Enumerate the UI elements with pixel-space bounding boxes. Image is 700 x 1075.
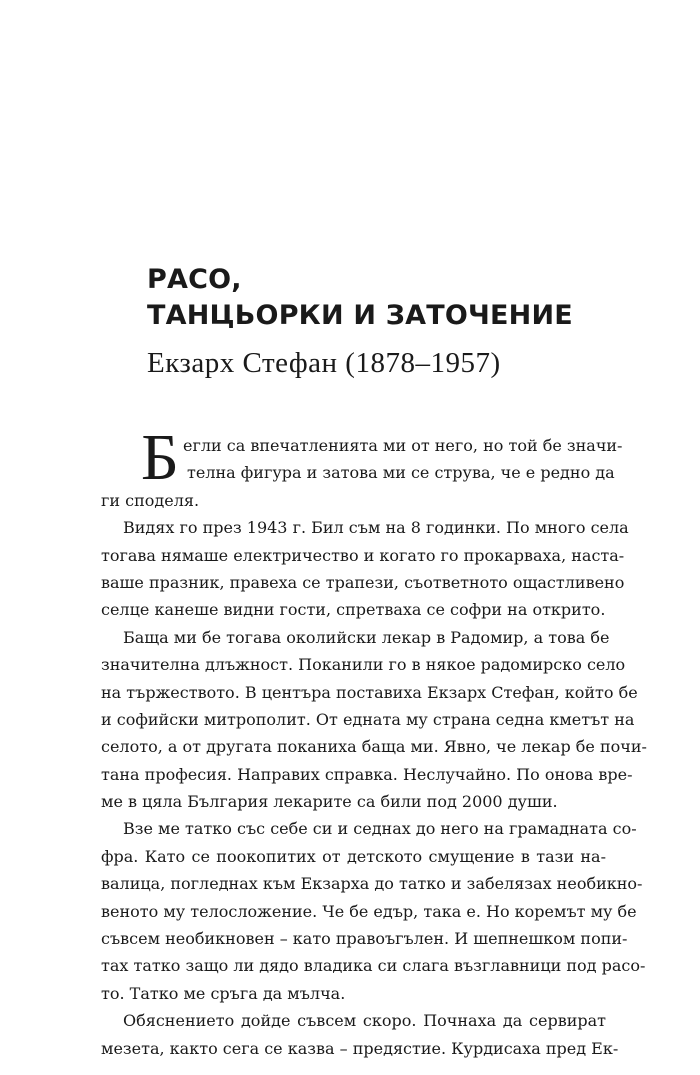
text-line: тогава нямаше електричество и когато го прокарваха, наста- xyxy=(101,545,625,565)
text-line: тах татко защо ли дядо владика си слага възглавници под расо- xyxy=(101,956,646,976)
text-line: ме в цяла България лекарите са били под 2000 души. xyxy=(101,792,558,812)
text-line: егли са впечатленията ми от него, но той бе значи- xyxy=(183,436,623,455)
text-line: селото, а от другата поканиха баща ми. Явно, че лекар бе почи- xyxy=(101,737,647,757)
text-line: то. Татко ме сръга да мълча. xyxy=(101,983,346,1003)
text-line: фра. Като се поокопитих от детското смущение в тази на- xyxy=(101,846,606,866)
text-line: съвсем необикновен – като правоъгълен. И шепнешком попи- xyxy=(101,929,628,949)
paragraph-1 xyxy=(101,421,623,514)
paragraph-2 xyxy=(101,514,629,624)
chapter-title-line-1: РАСО, xyxy=(147,264,242,295)
text-line: Баща ми бе тогава околийски лекар в Радомир, а това бе xyxy=(123,627,610,647)
text-line: веното му телосложение. Че бе едър, така е. Но коремът му бе xyxy=(101,901,637,921)
text-line: телна фигура и затова ми се струва, че е редно да xyxy=(187,463,615,483)
chapter-heading xyxy=(147,262,607,382)
text-line: Обяснението дойде съвсем скоро. Почнаха да сервират xyxy=(123,1011,606,1031)
text-line: валица, погледнах към Екзарха до татко и забелязах необикно- xyxy=(101,874,643,894)
text-line: на тържеството. В центъра поставиха Екзарх Стефан, който бе xyxy=(101,682,638,702)
text-line: Видях го през 1943 г. Бил съм на 8 годинки. По много села xyxy=(123,518,629,538)
text-line: Взе ме татко със себе си и седнах до него на грамадната со- xyxy=(123,819,637,839)
chapter-title-line-2: ТАНЦЬОРКИ И ЗАТОЧЕНИЕ xyxy=(147,300,573,331)
chapter-subtitle: Екзарх Стефан (1878–1957) xyxy=(147,347,501,379)
drop-cap-letter: Б xyxy=(141,421,179,494)
text-line: ваше празник, правеха се трапези, съответното ощастливено xyxy=(101,572,625,592)
paragraph-3 xyxy=(101,624,647,816)
paragraph-4 xyxy=(101,815,646,1007)
text-line: и софийски митрополит. От едната му страна седна кметът на xyxy=(101,709,635,729)
chapter-body xyxy=(101,421,647,1062)
text-line: мезета, както сега се казва – предястие. Курдисаха пред Ек- xyxy=(101,1038,619,1058)
text-line: ги споделя. xyxy=(101,490,200,510)
paragraph-5 xyxy=(101,1007,619,1062)
text-line: селце канеше видни гости, спретваха се софри на открито. xyxy=(101,600,606,620)
text-line: значителна длъжност. Поканили го в някое радомирско село xyxy=(101,655,626,675)
text-line: тана професия. Направих справка. Неслучайно. По онова вре- xyxy=(101,764,633,784)
